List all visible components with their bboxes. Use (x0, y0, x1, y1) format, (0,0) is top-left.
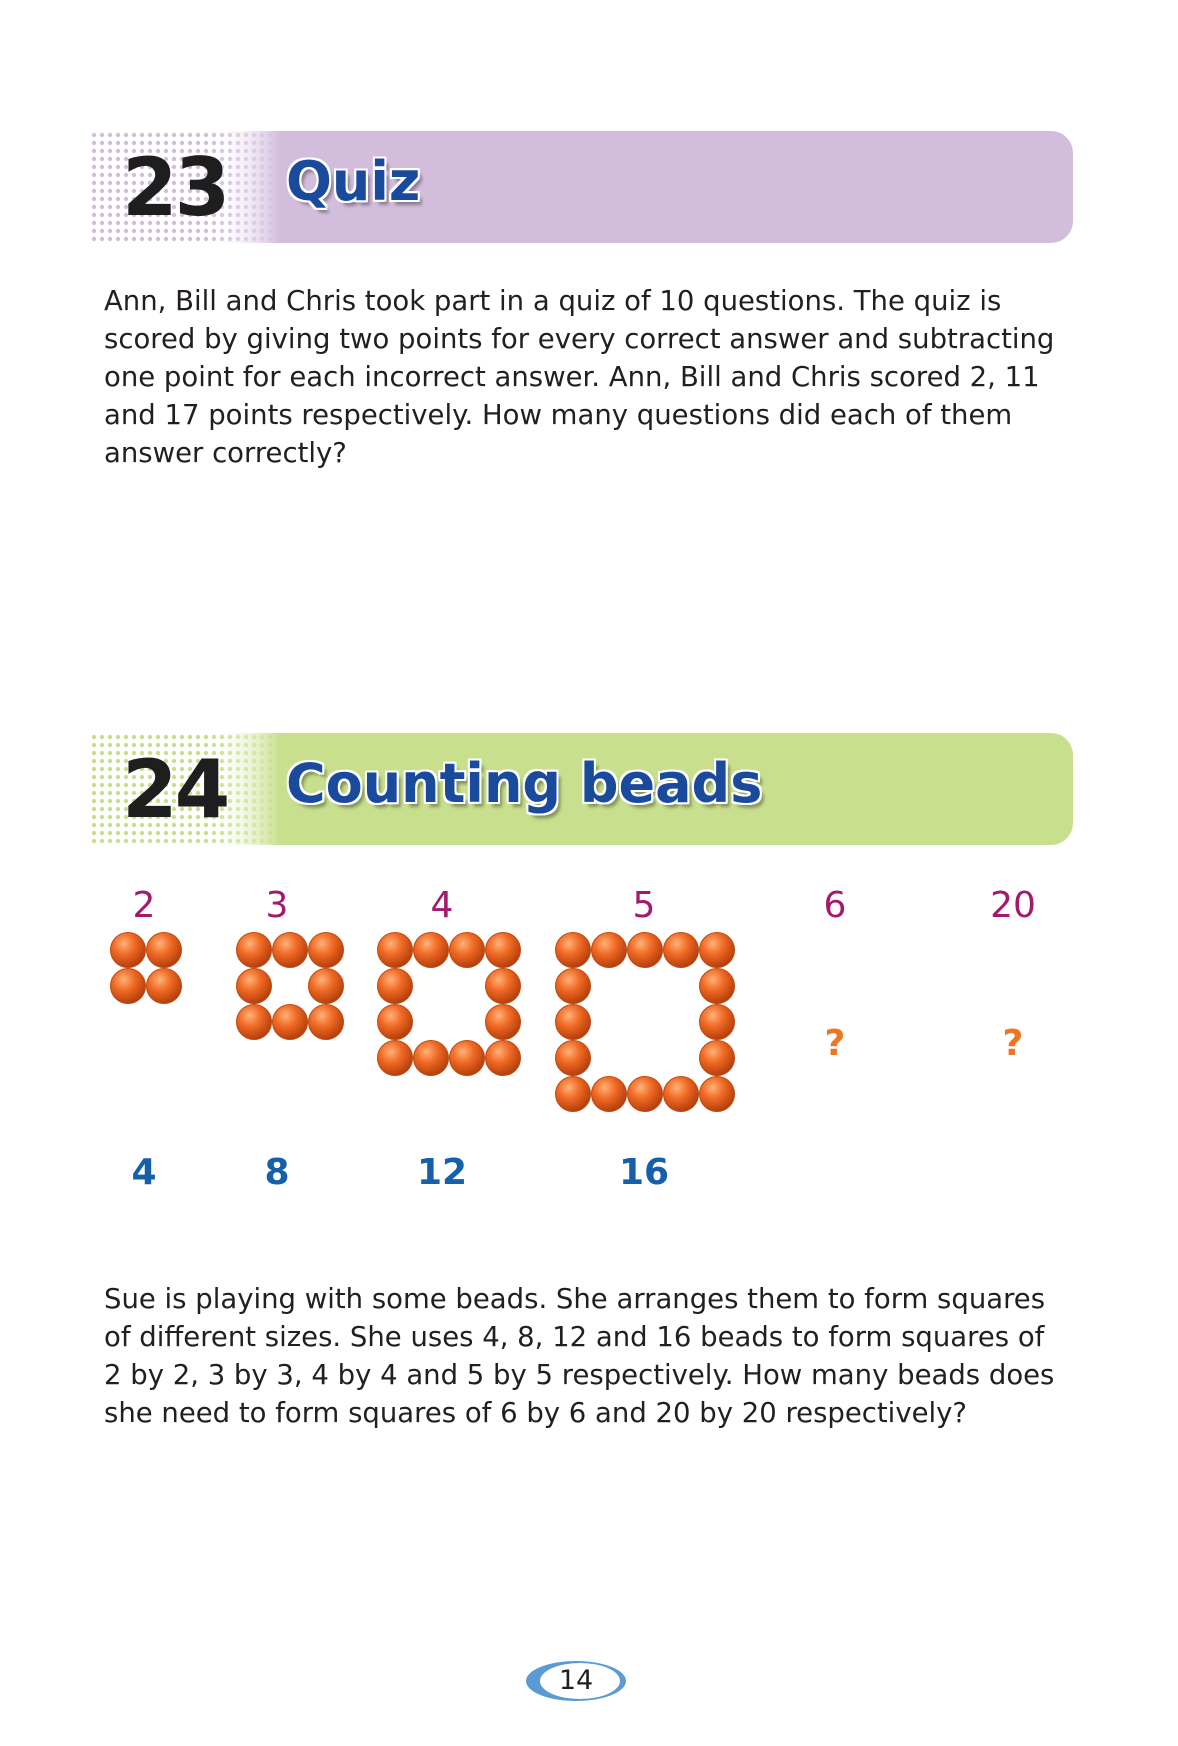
problem-23-text: Ann, Bill and Chris took part in a quiz of 10 questions. The quiz is scored by giving two points for every correct answer and subtracting one point for each incorrect answer. Ann, Bill and Chris scored 2, 11 and 17 points respectively. How many questions did each of them answer correctly? (104, 285, 1055, 469)
bead-count-label: 8 (264, 1152, 290, 1193)
bead-square-3 (237, 933, 344, 1040)
bead (628, 1077, 663, 1112)
bead (486, 933, 521, 968)
bead (450, 933, 485, 968)
bead-square-2 (111, 933, 182, 1004)
bead (592, 1077, 627, 1112)
bead (378, 969, 413, 1004)
problem-24-text: Sue is playing with some beads. She arranges them to form squares of different sizes. She uses 4, 8, 12 and 16 beads to form squares of 2 by 2, 3 by 3, 4 by 4 and 5 by 5 respectively. How many beads does she need to form squares of 6 by 6 and 20 by 20 respectively? (104, 1283, 1055, 1429)
unknown-bead-count: ? (824, 1023, 846, 1064)
square-size-label: 6 (823, 885, 847, 926)
page-number: 14 (558, 1665, 594, 1696)
bead (273, 933, 308, 968)
bead (147, 933, 182, 968)
bead (486, 1005, 521, 1040)
problem-title: Counting beads (286, 752, 763, 815)
bead (700, 1077, 735, 1112)
problem-title: Quiz (286, 150, 421, 213)
bead-count-label: 16 (618, 1152, 670, 1193)
bead-square-5 (556, 933, 735, 1112)
bead (111, 933, 146, 968)
square-size-label: 4 (430, 885, 454, 926)
bead-count-label: 12 (416, 1152, 468, 1193)
bead (700, 1041, 735, 1076)
bead (486, 1041, 521, 1076)
bead (309, 933, 344, 968)
bead (556, 1005, 591, 1040)
bead (628, 933, 663, 968)
bead (700, 1005, 735, 1040)
bead (450, 1041, 485, 1076)
square-size-label: 3 (265, 885, 289, 926)
square-size-label: 20 (990, 885, 1036, 926)
bead (664, 933, 699, 968)
bead (111, 969, 146, 1004)
bead (700, 933, 735, 968)
bead (556, 933, 591, 968)
bead (147, 969, 182, 1004)
bead (414, 1041, 449, 1076)
square-size-label: 5 (632, 885, 656, 926)
bead (486, 969, 521, 1004)
bead-square-4 (378, 933, 521, 1076)
bead (556, 1077, 591, 1112)
bead (378, 1005, 413, 1040)
bead (273, 1005, 308, 1040)
bead (414, 933, 449, 968)
bead (556, 1041, 591, 1076)
bead (700, 969, 735, 1004)
bead (309, 1005, 344, 1040)
bead (378, 933, 413, 968)
page-number-badge (524, 1658, 628, 1704)
bead (592, 933, 627, 968)
bead (237, 969, 272, 1004)
bead (664, 1077, 699, 1112)
bead (556, 969, 591, 1004)
problem-number: 24 (122, 743, 228, 836)
bead (237, 1005, 272, 1040)
bead (378, 1041, 413, 1076)
square-size-label: 2 (132, 885, 156, 926)
bead (309, 969, 344, 1004)
bead-count-label: 4 (131, 1152, 157, 1193)
unknown-bead-count: ? (1002, 1023, 1024, 1064)
problem-number: 23 (122, 141, 228, 234)
bead (237, 933, 272, 968)
